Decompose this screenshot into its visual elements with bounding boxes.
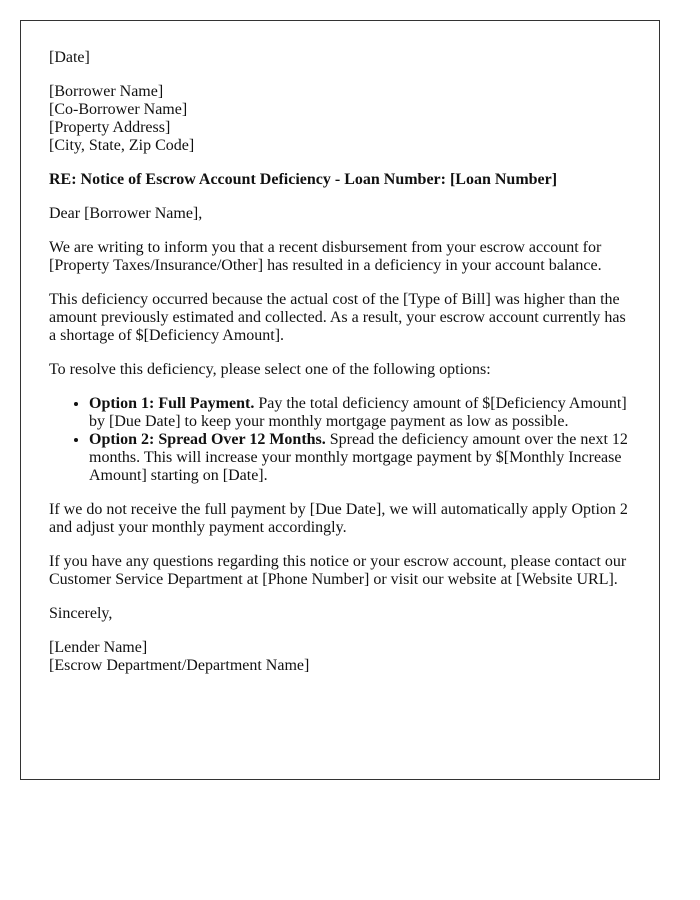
option-title: Option 2: Spread Over 12 Months.	[89, 431, 326, 448]
signature-department-name: [Escrow Department/Department Name]	[49, 657, 310, 674]
paragraph-options-intro: To resolve this deficiency, please select one of the following options:	[49, 361, 491, 378]
option-text: Pay the total deficiency amount of $[Deficiency Amount] by [Due Date] to keep your monthly mortgage payment as low as possible.	[89, 395, 627, 430]
recipient-property-address: [Property Address]	[49, 119, 171, 136]
option-title: Option 1: Full Payment.	[89, 395, 255, 412]
recipient-city-state-zip: [City, State, Zip Code]	[49, 137, 195, 154]
subject-line: RE: Notice of Escrow Account Deficiency - Loan Number: [Loan Number]	[49, 171, 558, 188]
recipient-address-block	[49, 83, 631, 155]
paragraph-cause: This deficiency occurred because the actual cost of the [Type of Bill] was higher than the amount previously estimated and collected. As a result, your escrow account currently has a shortage of $[Deficiency Amount].	[49, 291, 626, 344]
option-spread-payments	[89, 431, 631, 485]
option-text: Spread the deficiency amount over the next 12 months. This will increase your monthly mortgage payment by $[Monthly Increase Amount] starting on [Date].	[89, 431, 628, 484]
options-list	[49, 395, 631, 485]
option-full-payment	[89, 395, 631, 431]
recipient-borrower-name: [Borrower Name]	[49, 83, 164, 100]
signature-block	[49, 639, 631, 675]
paragraph-contact: If you have any questions regarding this notice or your escrow account, please contact our Customer Service Department at [Phone Number] or visit our website at [Website URL].	[49, 553, 627, 588]
signoff: Sincerely,	[49, 605, 113, 622]
letter-document	[20, 20, 660, 780]
recipient-co-borrower-name: [Co-Borrower Name]	[49, 101, 188, 118]
paragraph-disbursement: We are writing to inform you that a recent disbursement from your escrow account for [Property Taxes/Insurance/Other] has resulted in a deficiency in your account balance.	[49, 239, 602, 274]
salutation: Dear [Borrower Name],	[49, 205, 203, 222]
paragraph-default-option: If we do not receive the full payment by [Due Date], we will automatically apply Option 2 and adjust your monthly payment accordingly.	[49, 501, 628, 536]
signature-lender-name: [Lender Name]	[49, 639, 148, 656]
letter-date: [Date]	[49, 49, 90, 66]
